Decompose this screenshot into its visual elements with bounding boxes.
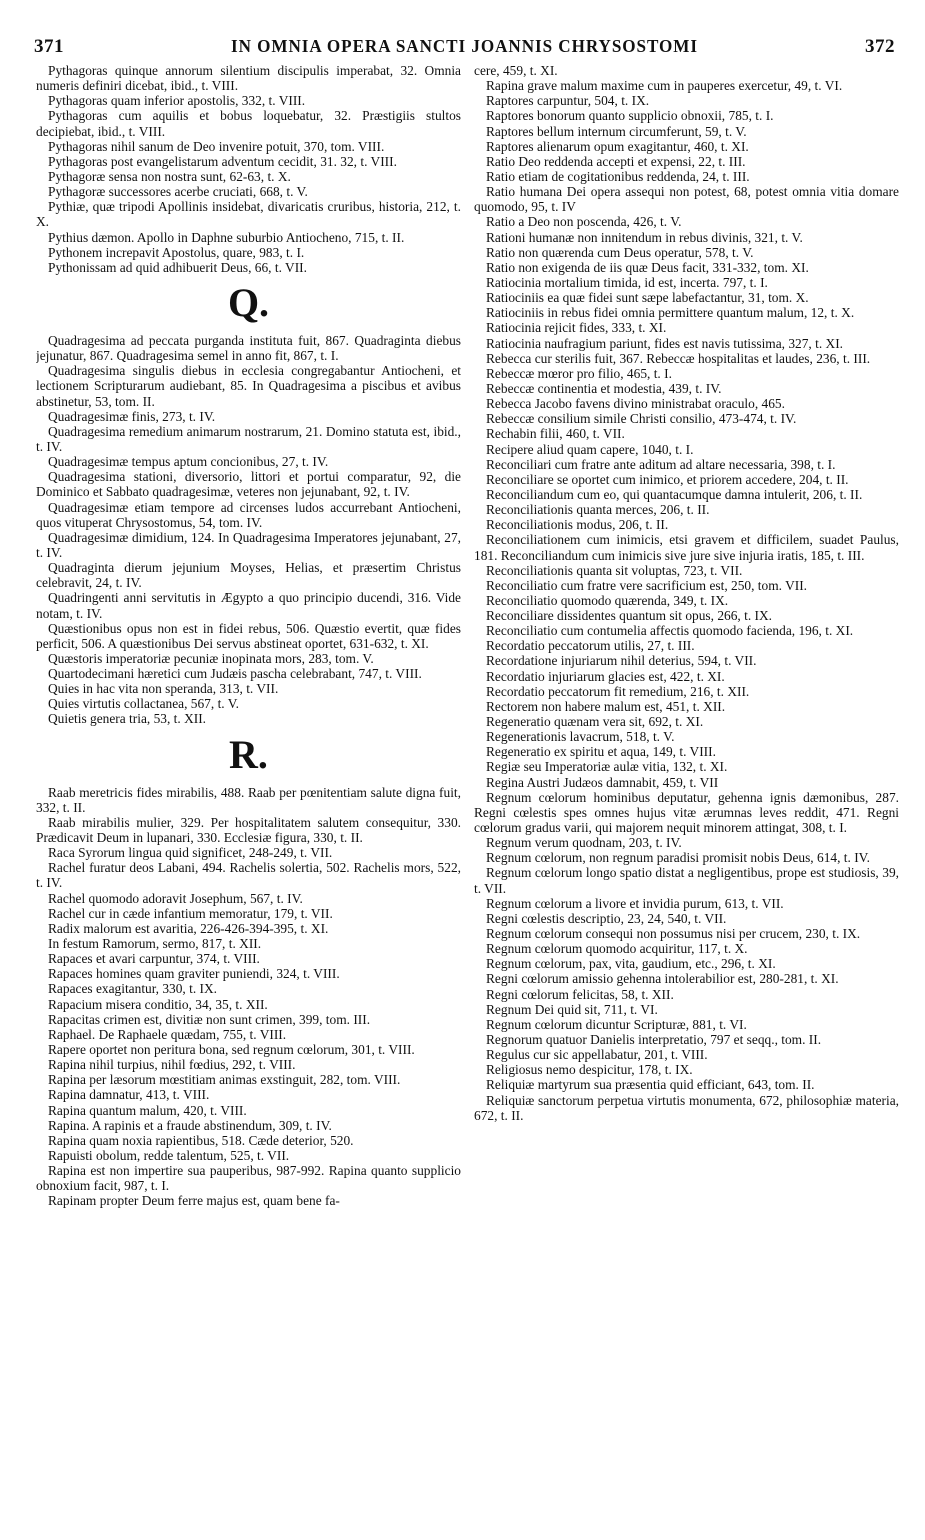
index-entry: Raptores alienarum opum exagitantur, 460, t. XI. xyxy=(486,138,749,154)
index-entry: Quadragesima ad peccata purganda instituta fuit, 867. Quadraginta diebus jejunatur, 867. Quadragesima semel in anno fit, 867, t. I. xyxy=(36,332,461,364)
index-entry: Rapaces homines quam graviter puniendi, 324, t. VIII. xyxy=(48,966,340,982)
index-entry: Pythagoras quam inferior apostolis, 332, t. VIII. xyxy=(48,93,306,109)
index-entry: Quietis genera tria, 53, t. XII. xyxy=(48,711,207,727)
index-entry: Raab meretricis fides mirabilis, 488. Raab per pœnitentiam salute digna fuit, 332, t. II. xyxy=(36,784,461,815)
index-entry: Rapina nihil turpius, nihil fœdius, 292, t. VIII. xyxy=(48,1057,296,1073)
index-entry: Rachel furatur deos Labani, 494. Rachelis solertia, 502. Rachelis mors, 522, t. IV. xyxy=(36,860,461,891)
index-entry: Rapina per læsorum mœstitiam animas exstinguit, 282, tom. VIII. xyxy=(48,1072,401,1088)
index-entry: Regnum cœlorum dicuntur Scripturæ, 881, t. VI. xyxy=(486,1016,747,1032)
index-entry: Pythagoras post evangelistarum adventum cecidit, 31. 32, t. VIII. xyxy=(48,153,397,169)
index-entry: Reconciliationis quanta sit voluptas, 723, t. VII. xyxy=(486,562,743,578)
index-entry: Rapinam propter Deum ferre majus est, quam bene fa- xyxy=(48,1193,340,1209)
index-entry: Recordatio peccatorum utilis, 27, t. III. xyxy=(486,638,695,654)
index-entry: Quadragesima singulis diebus in ecclesia congregabantur Antiocheni, et lectionem Scripturarum audiebant, 85. In Quadragesima a piscibus et avibus abstinetur, 53, tom. II. xyxy=(36,363,461,409)
index-entry: Regenerationis lavacrum, 518, t. V. xyxy=(486,729,675,745)
index-entry: Reconciliationem cum inimicis, etsi gravem et difficilem, suadet Paulus, 181. Reconciliandum cum inimicis sive jure sive injuria iratis, 185, t. III. xyxy=(474,532,899,563)
index-entry: Ratio non quærenda cum Deus operatur, 578, t. V. xyxy=(486,244,754,260)
index-entry: Regnum cœlorum consequi non possumus nisi per crucem, 230, t. IX. xyxy=(486,926,861,942)
index-entry: Rapina quantum malum, 420, t. VIII. xyxy=(48,1102,247,1118)
index-entry: Quies virtutis collactanea, 567, t. V. xyxy=(48,696,240,712)
index-entry: Recipere aliud quam capere, 1040, t. I. xyxy=(486,441,694,457)
index-entry: Rapina est non impertire sua pauperibus, 987-992. Rapina quanto supplicio obnoxium facit, 987, t. I. xyxy=(36,1163,461,1194)
index-entry: Regni cœlorum felicitas, 58, t. XII. xyxy=(486,986,674,1002)
index-entry: Reconciliandum cum eo, qui quantacumque damna intulerit, 206, t. II. xyxy=(486,486,863,502)
index-entry: Regnum cœlorum longo spatio distat a negligentibus, prope est studiosis, 39, t. VII. xyxy=(474,865,899,896)
index-entry: Regulus cur sic appellabatur, 201, t. VIII. xyxy=(486,1047,708,1063)
index-entry: Regiæ seu Imperatoriæ aulæ vitia, 132, t. XI. xyxy=(486,759,728,775)
index-entry: Rapacium misera conditio, 34, 35, t. XII. xyxy=(48,996,268,1012)
index-entry: Ratio a Deo non poscenda, 426, t. V. xyxy=(486,214,682,230)
index-entry: Rationi humanæ non innitendum in rebus divinis, 321, t. V. xyxy=(486,229,803,245)
index-entry: Ratio humana Dei opera assequi non potest, 68, potest omnia vitia domare quomodo, 95, t. IV xyxy=(474,184,899,215)
index-entry: Raab mirabilis mulier, 329. Per hospitalitatem salutem consequitur, 330. Prædicavit Deum in lupanari, 330. Ecclesiæ figura, 330, t. II. xyxy=(36,814,461,846)
index-entry: Radix malorum est avaritia, 226-426-394-395, t. XI. xyxy=(48,920,329,936)
index-entry: Rechabin filii, 460, t. VII. xyxy=(486,426,625,442)
index-entry: Recordatione injuriarum nihil deterius, 594, t. VII. xyxy=(486,653,757,669)
index-entry: Rapina grave malum maxime cum in pauperes exercetur, 49, t. VI. xyxy=(486,78,843,94)
index-entry: Ratio non exigenda de iis quæ Deus facit, 331-332, tom. XI. xyxy=(486,259,809,275)
index-entry: Regnorum quatuor Danielis interpretatio, 797 et seqq., tom. II. xyxy=(486,1032,822,1047)
index-entry: Quadragesima stationi, diversorio, littori et portui comparatur, 92, die Dominico et Sabbato quadragesimæ, veteres non jejunabant, 92, t. IV. xyxy=(36,469,461,500)
section-heading-r: R. xyxy=(229,731,268,777)
index-entry: Rachel quomodo adoravit Josephum, 567, t. IV. xyxy=(48,890,303,906)
index-entry: Rapina damnatur, 413, t. VIII. xyxy=(48,1087,210,1103)
index-entry: Rebeccæ consilium simile Christi consilio, 473-474, t. IV. xyxy=(486,411,797,427)
index-entry: Pythius dæmon. Apollo in Daphne suburbio Antiocheno, 715, t. II. xyxy=(48,229,405,245)
index-entry: Regeneratio ex spiritu et aqua, 149, t. VIII. xyxy=(486,744,716,760)
index-entry: Reconciliationis modus, 206, t. II. xyxy=(486,517,669,533)
index-entry: Quadragesimæ tempus aptum concionibus, 27, t. IV. xyxy=(48,454,329,470)
index-entry: In festum Ramorum, sermo, 817, t. XII. xyxy=(48,936,262,952)
index-entry: Raca Syrorum lingua quid significet, 248-249, t. VII. xyxy=(48,845,333,861)
index-entry: Pythiæ, quæ tripodi Apollinis insidebat, divaricatis cruribus, historia, 212, t. X. xyxy=(36,199,461,230)
index-entry: Ratio Deo reddenda accepti et expensi, 22, t. III. xyxy=(486,153,746,169)
index-entry: Quadraginta dierum jejunium Moyses, Helias, et præsertim Christus celebravit, 24, t. IV. xyxy=(36,560,461,591)
r-entries xyxy=(36,785,461,1209)
page-number-right: 372 xyxy=(865,36,895,57)
page-header xyxy=(34,36,895,60)
index-entry: Recordatio peccatorum fit remedium, 216, t. XII. xyxy=(486,683,750,699)
q-entries xyxy=(36,333,461,727)
index-entry: Raptores bonorum quanto supplicio obnoxii, 785, t. I. xyxy=(486,108,774,124)
index-entry: Regni cœlestis descriptio, 23, 24, 540, t. VII. xyxy=(486,910,727,926)
index-entry: Regnum cœlorum, pax, vita, gaudium, etc., 296, t. XI. xyxy=(486,956,776,972)
index-entry: Rebecca cur sterilis fuit, 367. Rebeccæ hospitalitas et laudes, 236, t. III. xyxy=(486,350,871,366)
index-entry: Reconciliare dissidentes quantum sit opus, 266, t. IX. xyxy=(486,608,772,624)
index-entry: Ratio etiam de cogitationibus reddenda, 24, t. III. xyxy=(486,168,750,184)
index-entry: Regeneratio quænam vera sit, 692, t. XI. xyxy=(486,714,704,730)
index-entry: Quadringenti anni servitutis in Ægypto a quo principio ducendi, 316. Vide notam, t. IV. xyxy=(36,590,461,621)
page-number-left: 371 xyxy=(34,36,64,57)
index-entry: Quies in hac vita non speranda, 313, t. VII. xyxy=(48,681,279,697)
index-entry: Quæstoris imperatoriæ pecuniæ inopinata mors, 283, tom. V. xyxy=(48,650,374,666)
index-entry: Raptores carpuntur, 504, t. IX. xyxy=(486,93,650,109)
index-entry: Reliquiæ martyrum sua præsentia quid efficiant, 643, tom. II. xyxy=(486,1077,815,1093)
index-entry: Rapaces exagitantur, 330, t. IX. xyxy=(48,981,218,997)
index-entry: Reconciliatio cum contumelia affectis quomodo facienda, 196, t. XI. xyxy=(486,623,854,639)
index-entry: Regnum cœlorum, non regnum paradisi promisit nobis Deus, 614, t. IV. xyxy=(486,850,870,866)
index-entry: Ratiocinia rejicit fides, 333, t. XI. xyxy=(486,320,667,336)
index-entry: Regnum cœlorum quomodo acquiritur, 117, t. X. xyxy=(486,941,748,957)
index-entry: Pythagoras cum aquilis et bobus loquebatur, 32. Præstigiis stultos decipiebat, ibid., t. VIII. xyxy=(36,108,461,139)
index-entry: Regnum cœlorum a livore et invidia purum, 613, t. VII. xyxy=(486,895,784,911)
index-entry: Rapina quam noxia rapientibus, 518. Cæde deterior, 520. xyxy=(48,1132,354,1148)
index-entry: Rachel cur in cæde infantium memoratur, 179, t. VII. xyxy=(48,905,333,921)
index-entry: Raptores bellum internum circumferunt, 59, t. V. xyxy=(486,123,747,139)
index-entry: Recordatio injuriarum glacies est, 422, t. XI. xyxy=(486,668,725,684)
index-entry: Pythagoras quinque annorum silentium discipulis imperabat, 32. Omnia numeris definiri dicebat, ibid., t. VIII. xyxy=(36,63,461,94)
index-entry: Regnum verum quodnam, 203, t. IV. xyxy=(486,835,682,851)
index-entry: Rapina. A rapinis et a fraude abstinendum, 309, t. IV. xyxy=(48,1117,332,1133)
index-entry: Pythagoræ successores acerbe cruciati, 668, t. V. xyxy=(48,184,308,200)
index-entry: Reliquiæ sanctorum perpetua virtutis monumenta, 672, philosophiæ materia, 672, t. II. xyxy=(474,1092,899,1123)
index-entry: Pythonissam ad quid adhibuerit Deus, 66, t. VII. xyxy=(48,259,307,275)
index-entry: Quadragesimæ etiam tempore ad circenses ludos accurrebant Antiocheni, quos vituperat Chrysostomus, 54, tom. IV. xyxy=(36,499,461,530)
right-column xyxy=(474,63,899,1123)
index-entry: Ratiociniis in rebus fidei omnia permittere quantum malum, 12, t. X. xyxy=(486,305,855,321)
index-entry: Rapacitas crimen est, divitiæ non sunt crimen, 399, tom. III. xyxy=(48,1011,371,1027)
right-entries xyxy=(474,63,899,1123)
left-column xyxy=(36,63,461,1209)
index-entry: Ratiocinia naufragium pariunt, fides est navis tutissima, 327, t. XI. xyxy=(486,335,844,351)
index-entry: Reconciliatio quomodo quærenda, 349, t. IX. xyxy=(486,592,729,608)
index-entry: Rebecca Jacobo favens divino ministrabat oraculo, 465. xyxy=(486,396,785,412)
index-entry: Pythagoræ sensa non nostra sunt, 62-63, t. X. xyxy=(48,168,291,184)
index-entry: Rebeccæ continentia et modestia, 439, t. IV. xyxy=(486,380,722,396)
index-entry: Pythagoras nihil sanum de Deo invenire potuit, 370, tom. VIII. xyxy=(48,138,385,154)
index-entry: Rapaces et avari carpuntur, 374, t. VIII. xyxy=(48,951,260,967)
index-entry: Rapuisti obolum, redde talentum, 525, t. VII. xyxy=(48,1148,290,1163)
index-entry: Regni cœlorum amissio gehenna intolerabilior est, 280-281, t. XI. xyxy=(486,971,839,987)
index-entry: Quartodecimani hæretici cum Judæis pascha celebrabant, 747, t. VIII. xyxy=(48,666,422,682)
index-entry: Ratiocinia mortalium timida, id est, incerta. 797, t. I. xyxy=(486,274,768,290)
index-entry: Quadragesima remedium animarum nostrarum, 21. Domino statuta est, ibid., t. IV. xyxy=(36,423,461,454)
index-entry: Reconciliare se oportet cum inimico, et priorem accedere, 204, t. II. xyxy=(486,471,849,487)
index-entry: Religiosus nemo despicitur, 178, t. IX. xyxy=(486,1062,693,1078)
section-heading-q: Q. xyxy=(227,279,270,325)
index-entry: cere, 459, t. XI. xyxy=(474,63,558,78)
p-entries xyxy=(36,63,461,275)
index-entry: Pythonem increpavit Apostolus, quare, 983, t. I. xyxy=(48,244,305,260)
index-entry: Ratiociniis ea quæ fidei sunt sæpe labefactantur, 31, tom. X. xyxy=(486,290,809,306)
index-entry: Raphael. De Raphaele quædam, 755, t. VIII. xyxy=(48,1026,287,1042)
index-entry: Regnum Dei quid sit, 711, t. VI. xyxy=(486,1001,658,1017)
index-entry: Regnum cœlorum hominibus deputatur, gehenna ignis dæmonibus, 287. Regni cœlestis spes omnes hujus vitæ ærumnas leves reddit, 471. Regni cœlorum gradus varii, qui majorem nequit minorem attingat, 308, t. I. xyxy=(474,789,899,836)
index-entry: Regina Austri Judæos damnabit, 459, t. VII xyxy=(486,774,719,790)
index-entry: Rapere oportet non peritura bona, sed regnum cœlorum, 301, t. VIII. xyxy=(48,1042,415,1058)
index-entry: Rectorem non habere malum est, 451, t. XII. xyxy=(486,698,726,714)
index-entry: Quæstionibus opus non est in fidei rebus, 506. Quæstio evertit, quæ fides perficit, 506. A quæstionibus Dei servus abstineat oportet, 631-632, t. XI. xyxy=(36,620,461,651)
index-entry: Reconciliatio cum fratre vere sacrificium est, 250, tom. VII. xyxy=(486,577,808,593)
index-entry: Rebeccæ mœror pro filio, 465, t. I. xyxy=(486,365,672,381)
running-title: IN OMNIA OPERA SANCTI JOANNIS CHRYSOSTOMI xyxy=(230,36,699,56)
index-entry: Quadragesimæ dimidium, 124. In Quadragesima Imperatores jejunabant, 27, t. IV. xyxy=(36,529,461,560)
index-entry: Reconciliationis quanta merces, 206, t. II. xyxy=(486,502,710,518)
index-entry: Quadragesimæ finis, 273, t. IV. xyxy=(48,408,216,424)
index-entry: Reconciliari cum fratre ante aditum ad altare necessaria, 398, t. I. xyxy=(486,456,836,472)
